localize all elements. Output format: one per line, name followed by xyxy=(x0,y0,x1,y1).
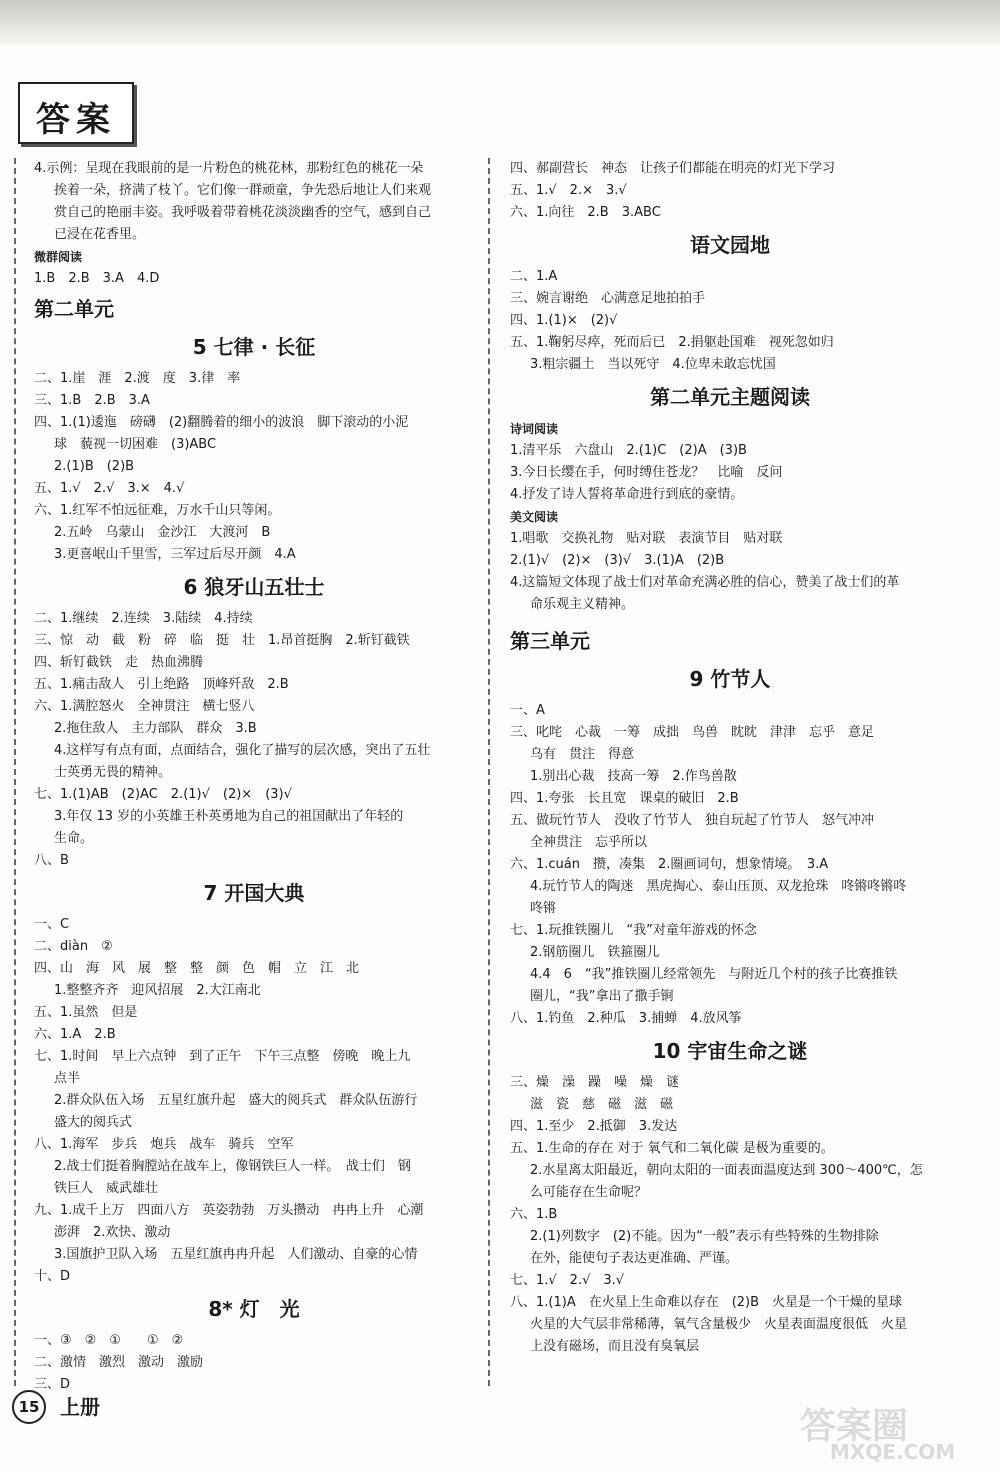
answer-line: 在外，能使句子表达更准确、严谨。 xyxy=(530,1251,739,1266)
lesson-title: 9 竹节人 xyxy=(689,667,771,691)
answer-line: 4.这样写有点有面，点面结合，强化了描写的层次感，突出了五壮 xyxy=(54,743,431,758)
answer-line: 2.(1)B (2)B xyxy=(54,459,135,474)
lesson-title: 第二单元主题阅读 xyxy=(650,385,810,409)
answer-line: 2.(1)列数字 (2)不能。因为“一般”表示有些特殊的生物排除 xyxy=(530,1229,879,1244)
answer-line: 六、1.满腔怒火 全神贯注 横七竖八 xyxy=(34,699,255,714)
answer-line: 么可能存在生命呢？ xyxy=(530,1185,648,1200)
answer-line: 七、1.√ 2.√ 3.√ xyxy=(510,1273,625,1288)
answer-line: 二、1.继续 2.连续 3.陆续 4.持续 xyxy=(34,611,253,626)
answer-line: 五、做玩竹节人 没收了竹节人 独自玩起了竹节人 怒气冲冲 xyxy=(510,813,875,828)
answer-line: 一、A xyxy=(510,703,545,718)
answer-line: 五、1.√ 2.× 3.√ xyxy=(510,183,627,198)
answer-line: 四、郝副营长 神态 让孩子们都能在明亮的灯光下学习 xyxy=(510,161,836,176)
answer-line: 滋 瓷 慈 磁 滋 磁 xyxy=(530,1097,674,1112)
answer-line: 1.整整齐齐 迎风招展 2.大江南北 xyxy=(54,983,261,998)
answer-line: 咚锵 xyxy=(530,901,557,916)
scan-top-band xyxy=(0,0,1000,44)
answer-line: 4.玩竹节人的陶迷 黑虎掏心、泰山压顶、双龙抢珠 咚锵咚锵咚 xyxy=(530,879,907,894)
right-column xyxy=(510,158,950,1358)
page-title: 答案 xyxy=(36,100,116,140)
answer-line: 一、③ ② ① ① ② xyxy=(34,1333,184,1348)
spacer xyxy=(510,616,950,622)
answer-line: 七、1.(1)AB (2)AC 2.(1)√ (2)× (3)√ xyxy=(34,787,292,802)
answer-line: 二、1.A xyxy=(510,269,558,284)
answer-line: 士英勇无畏的精神。 xyxy=(54,765,172,780)
answer-line: 乌有 贯注 得意 xyxy=(530,747,635,762)
answer-line: 赏自己的艳丽丰姿。我呼吸着带着桃花淡淡幽香的空气，感到自己 xyxy=(54,205,432,220)
answer-line: 五、1.生命的存在 对于 氧气和二氧化碳 是极为重要的。 xyxy=(510,1141,834,1156)
answer-line: 铁巨人 威武雄壮 xyxy=(54,1181,159,1196)
answer-line: 四、1.夸张 长且宽 课桌的破旧 2.B xyxy=(510,791,739,806)
answer-line: 五、1.√ 2.√ 3.× 4.√ xyxy=(34,481,185,496)
answer-line: 已浸在花香里。 xyxy=(54,227,146,242)
answer-line: 盛大的阅兵式 xyxy=(54,1115,133,1130)
answer-line: 3.国旗护卫队入场 五星红旗冉冉升起 人们激动、自豪的心情 xyxy=(54,1247,418,1262)
lesson-title: 5 七律 · 长征 xyxy=(192,335,316,359)
answer-line: 十、D xyxy=(34,1269,71,1284)
answer-line: 三、惊 动 截 粉 碎 临 挺 壮 1.昂首挺胸 2.斩钉截铁 xyxy=(34,633,410,648)
answer-line: 六、1.B xyxy=(510,1207,558,1222)
answer-line: 命乐观主义精神。 xyxy=(530,597,635,612)
answer-line: 2.水星离太阳最近，朝向太阳的一面表面温度达到 300～400℃，怎 xyxy=(530,1163,923,1178)
answer-line: 六、1.cuán 攒，凑集 2.圈画词句，想象情境。 3.A xyxy=(510,857,829,872)
answer-line: 2.(1)√ (2)× (3)√ 3.(1)A (2)B xyxy=(510,553,725,568)
answer-line: 五、1.鞠躬尽瘁，死而后已 2.捐躯赴国难 视死忽如归 xyxy=(510,335,834,350)
answer-line: 四、斩钉截铁 走 热血沸腾 xyxy=(34,655,204,670)
answer-line: 全神贯注 忘乎所以 xyxy=(530,835,648,850)
answer-line: 三、婉言谢绝 心满意足地拍拍手 xyxy=(510,291,706,306)
answer-line: 1.B 2.B 3.A 4.D xyxy=(34,271,160,286)
answer-line: 挨着一朵，挤满了枝丫。它们像一群顽童，争先恐后地让人们来观 xyxy=(54,183,432,198)
answer-line: 二、diàn ② xyxy=(34,939,113,954)
answer-line: 2.拖住敌人 主力部队 群众 3.B xyxy=(54,721,257,736)
answer-line: 七、1.玩推铁圈儿 “我”对童年游戏的怀念 xyxy=(510,923,757,938)
column-divider xyxy=(488,158,490,1386)
answer-line: 4.示例：呈现在我眼前的是一片粉色的桃花林，那粉红色的桃花一朵 xyxy=(34,161,424,176)
unit-heading: 第二单元 xyxy=(34,297,114,321)
section-label: 诗词阅读 xyxy=(510,422,559,436)
page-number: 15 xyxy=(12,1390,46,1424)
answer-line: 五、1.虽然 但是 xyxy=(34,1005,138,1020)
answer-line: 4.这篇短文体现了战士们对革命充满必胜的信心，赞美了战士们的革 xyxy=(510,575,900,590)
answer-line: 2.战士们挺着胸膛站在战车上，像钢铁巨人一样。 战士们 钢 xyxy=(54,1159,411,1174)
answer-line: 九、1.成千上万 四面八方 英姿勃勃 万头攒动 冉冉上升 心潮 xyxy=(34,1203,424,1218)
answer-line: 三、燥 澡 躁 噪 燥 谜 xyxy=(510,1075,680,1090)
answer-line: 三、1.B 2.B 3.A xyxy=(34,393,150,408)
answer-line: 八、B xyxy=(34,853,69,868)
answer-line: 火星的大气层非常稀薄，氧气含量极少 火星表面温度很低 火星 xyxy=(530,1317,908,1332)
answer-line: 八、1.钓鱼 2.种瓜 3.捕蝉 4.放风筝 xyxy=(510,1011,742,1026)
answer-line: 七、1.时间 早上六点钟 到了正午 下午三点整 傍晚 晚上九 xyxy=(34,1049,411,1064)
answer-line: 澎湃 2.欢快、激动 xyxy=(54,1225,171,1240)
lesson-title: 8* 灯 光 xyxy=(208,1297,300,1321)
answer-line: 上没有磁场，而且没有臭氧层 xyxy=(530,1339,700,1354)
lesson-title: 7 开国大典 xyxy=(203,881,305,905)
answer-line: 五、1.痛击敌人 引上绝路 顶峰歼敌 2.B xyxy=(34,677,289,692)
answer-line: 球 藐视一切困难 (3)ABC xyxy=(54,437,217,452)
answer-line: 4.抒发了诗人誓将革命进行到底的豪情。 xyxy=(510,487,744,502)
watermark-logo-text: 答案圈 xyxy=(800,1406,909,1447)
answer-line: 3.今日长缨在手，何时缚住苍龙？ 比喻 反问 xyxy=(510,465,783,480)
answer-line: 点半 xyxy=(54,1071,81,1086)
answer-line: 六、1.A 2.B xyxy=(34,1027,116,1042)
watermark-url: MXQE.COM xyxy=(830,1440,956,1464)
answer-line: 3.年仅 13 岁的小英雄王朴英勇地为自己的祖国献出了年轻的 xyxy=(54,809,404,824)
answer-line: 1.别出心裁 技高一筹 2.作鸟兽散 xyxy=(530,769,737,784)
answer-line: 生命。 xyxy=(54,831,94,846)
answer-line: 八、1.海军 步兵 炮兵 战车 骑兵 空军 xyxy=(34,1137,294,1152)
answer-line: 二、1.崖 涯 2.渡 度 3.律 率 xyxy=(34,371,241,386)
answer-line: 三、D xyxy=(34,1377,71,1392)
section-label: 美文阅读 xyxy=(510,510,559,524)
answer-line: 2.钢筋圈儿 铁箍圈儿 xyxy=(530,945,660,960)
section-label: 微群阅读 xyxy=(34,250,83,264)
answer-line: 3.更喜岷山千里雪，三军过后尽开颜 4.A xyxy=(54,547,296,562)
answer-line: 1.唱歌 交换礼物 贴对联 表演节目 贴对联 xyxy=(510,531,783,546)
answer-line: 二、激情 激烈 激动 激励 xyxy=(34,1355,204,1370)
lesson-title: 10 宇宙生命之谜 xyxy=(652,1039,808,1063)
answer-line: 四、1.(1)逶迤 磅礴 (2)翻腾着的细小的波浪 脚下滚动的小泥 xyxy=(34,415,409,430)
answer-line: 四、1.至少 2.抵御 3.发达 xyxy=(510,1119,678,1134)
watermark xyxy=(800,1398,990,1464)
answer-line: 四、山 海 风 展 整 整 颜 色 帽 立 江 北 xyxy=(34,961,360,976)
lesson-title: 6 狼牙山五壮士 xyxy=(183,575,325,599)
answer-line: 三、叱咤 心裁 一筹 成拙 鸟兽 眈眈 津津 忘乎 意足 xyxy=(510,725,875,740)
answer-line: 3.粗宗疆土 当以死守 4.位卑未敢忘忧国 xyxy=(530,357,776,372)
answer-line: 六、1.向往 2.B 3.ABC xyxy=(510,205,661,220)
answer-line: 2.五岭 乌蒙山 金沙江 大渡河 B xyxy=(54,525,271,540)
answer-line: 圈儿，“我”拿出了撒手锏 xyxy=(530,989,674,1004)
lesson-title: 语文园地 xyxy=(690,233,770,257)
left-margin-rule xyxy=(14,158,16,1386)
volume-label: 上册 xyxy=(60,1395,100,1419)
answer-line: 4.4 6 “我”推铁圈儿经常领先 与附近几个村的孩子比赛推铁 xyxy=(530,967,898,982)
left-column xyxy=(34,158,474,1396)
answer-line: 一、C xyxy=(34,917,70,932)
answer-line: 四、1.(1)× (2)√ xyxy=(510,313,618,328)
answer-line: 六、1.红军不怕远征难，万水千山只等闲。 xyxy=(34,503,281,518)
answer-line: 八、1.(1)A 在火星上生命难以存在 (2)B 火星是一个干燥的星球 xyxy=(510,1295,903,1310)
answer-line: 2.群众队伍入场 五星红旗升起 盛大的阅兵式 群众队伍游行 xyxy=(54,1093,418,1108)
unit-heading: 第三单元 xyxy=(510,629,590,653)
answer-line: 1.清平乐 六盘山 2.(1)C (2)A (3)B xyxy=(510,443,747,458)
